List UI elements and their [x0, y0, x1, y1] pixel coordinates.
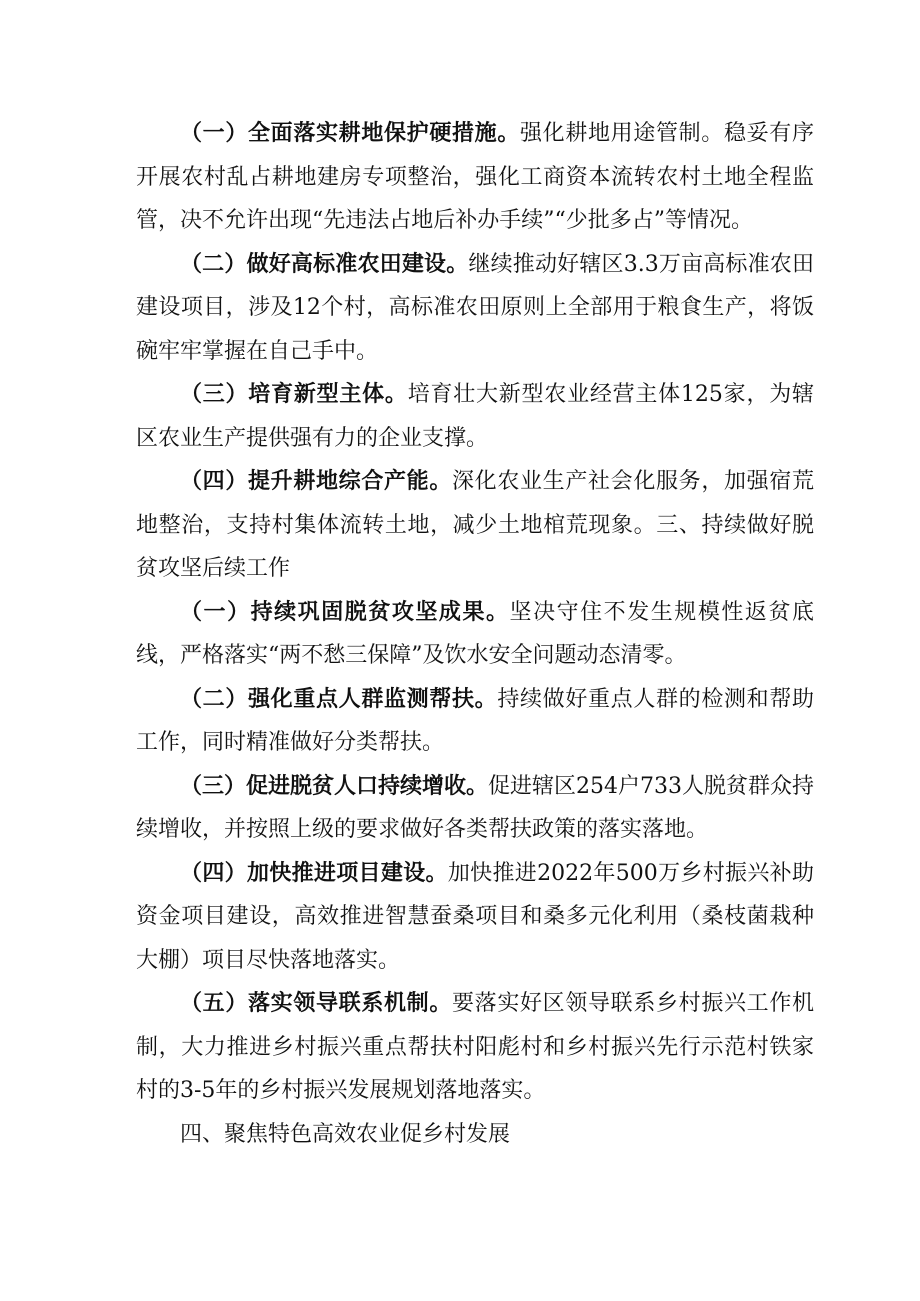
section-heading: 四、聚焦特色高效农业促乡村发展: [180, 1121, 511, 1147]
paragraph-body: 继续推动好辖区3.3万亩高标准农田建设项目，涉及12个村，高标准农田原则上全部用于粮食生产，将饭碗牢牢掌握在自己手中。: [136, 251, 814, 364]
paragraph-body: 持续做好重点人群的检测和帮助工作，同时精准做好分类帮扶。: [136, 686, 814, 755]
paragraph-new-entities: [136, 373, 814, 460]
paragraph-body: 培育壮大新型农业经营主体125家，为辖区农业生产提供强有力的企业支撑。: [136, 382, 814, 451]
paragraph-heading: （四）加快推进项目建设。: [180, 860, 448, 886]
paragraph-consolidate-results: [136, 591, 814, 678]
paragraph-heading: （三）促进脱贫人口持续增收。: [180, 773, 489, 799]
paragraph-body: 深化农业生产社会化服务，加强宿荒地整治，支持村集体流转土地，减少土地棺荒现象。三、持续做好脱贫攻坚后续工作: [136, 469, 814, 581]
paragraph-income-growth: [136, 765, 814, 852]
paragraph-project-construction: [136, 852, 814, 983]
paragraph-body: 加快推进2022年500万乡村振兴补助资金项目建设，高效推进智慧蚕桑项目和桑多元化利用（桑枝菌栽种大棚）项目尽快落地落实。: [136, 860, 814, 973]
paragraph-heading: （四）提升耕地综合产能。: [180, 469, 452, 494]
paragraph-body: 强化耕地用途管制。稳妥有序开展农村乱占耕地建房专项整治，强化工商资本流转农村土地全程监管，决不允许出现“先违法占地后补办手续”“少批多占”等情况。: [136, 121, 814, 233]
paragraph-heading: （二）强化重点人群监测帮扶。: [180, 686, 498, 712]
paragraph-farmland-capacity: [136, 460, 814, 591]
paragraph-leadership-mechanism: [136, 982, 814, 1113]
paragraph-body: 促进辖区254户733人脱贫群众持续增收，并按照上级的要求做好各类帮扶政策的落实落地。: [136, 773, 814, 842]
document-body: [136, 112, 814, 1156]
paragraph-heading: （三）培育新型主体。: [180, 382, 408, 407]
paragraph-body: 坚决守住不发生规模性返贫底线，严格落实“两不愁三保障”及饮水安全问题动态清零。: [136, 599, 814, 668]
paragraph-heading: （一）全面落实耕地保护硬措施。: [180, 121, 520, 146]
paragraph-heading: （二）做好高标准农田建设。: [180, 251, 469, 277]
paragraph-heading: （五）落实领导联系机制。: [180, 991, 452, 1016]
paragraph-farmland-protection: [136, 112, 814, 243]
paragraph-heading: （一）持续巩固脱贫攻坚成果。: [180, 599, 510, 625]
paragraph-body: 要落实好区领导联系乡村振兴工作机制，大力推进乡村振兴重点帮扶村阳彪村和乡村振兴先行示范村铁家村的3-5年的乡村振兴发展规划落地落实。: [136, 991, 814, 1103]
paragraph-monitoring-assistance: [136, 678, 814, 765]
paragraph-high-standard-farmland: [136, 243, 814, 374]
